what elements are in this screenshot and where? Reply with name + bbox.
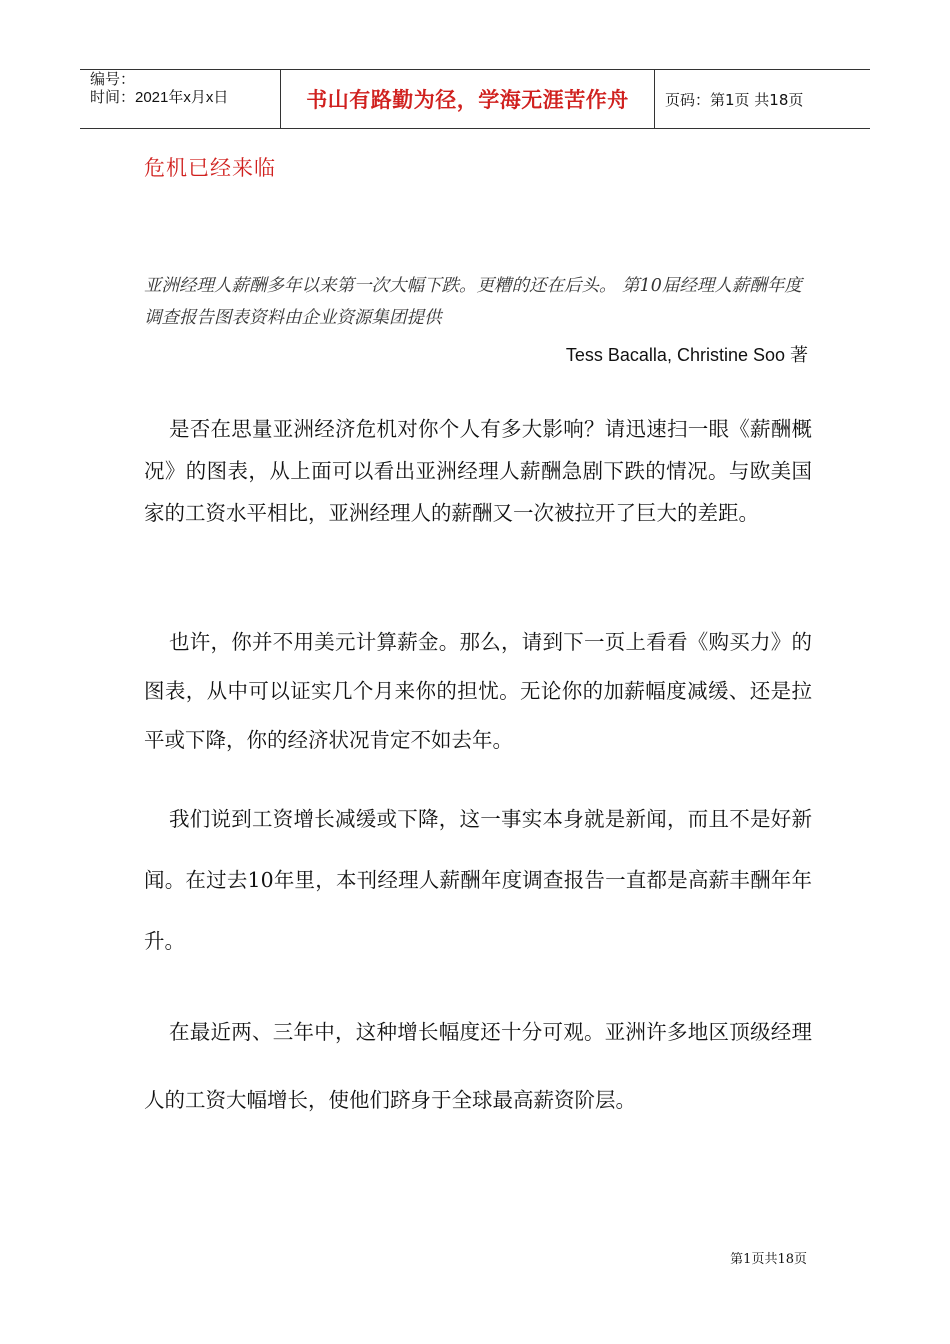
body-paragraph: 在最近两、三年中，这种增长幅度还十分可观。亚洲许多地区顶级经理人的工资大幅增长，使他们跻身于全球最高薪资阶层。 (144, 1020, 812, 1112)
body-paragraph: 是否在思量亚洲经济危机对你个人有多大影响？请迅速扫一眼《薪酬概况》的图表，从上面可以看出亚洲经理人薪酬急剧下跌的情况。与欧美国家的工资水平相比，亚洲经理人的薪酬又一次被拉开了巨大的差距。 (144, 417, 812, 525)
article-lead: 亚洲经理人薪酬多年以来第一次大幅下跌。更糟的还在后头。 第10届经理人薪酬年度调查报告图表资料由企业资源集团提供 (144, 276, 802, 328)
header-motto: 书山有路勤为径，学海无涯苦作舟 (306, 88, 629, 112)
document-date-label: 时间：2021年x月x日 (90, 89, 229, 106)
body-paragraph: 也许，你并不用美元计算薪金。那么，请到下一页上看看《购买力》的图表，从中可以证实几个月来你的担忧。无论你的加薪幅度减缓、还是拉平或下降，你的经济状况肯定不如去年。 (144, 630, 812, 752)
page-header (80, 69, 870, 129)
header-meta (90, 70, 280, 128)
article-authors: Tess Bacalla, Christine Soo 著 (565, 345, 808, 365)
header-divider (654, 70, 655, 128)
document-number-label: 编号： (90, 71, 136, 88)
article-title: 危机已经来临 (144, 156, 276, 180)
body-paragraph: 我们说到工资增长减缓或下降，这一事实本身就是新闻，而且不是好新闻。在过去10年里，本刊经理人薪酬年度调查报告一直都是高薪丰酬年年升。 (144, 807, 812, 953)
page-footer: 第1页共18页 (730, 1252, 807, 1267)
header-page-info: 页码：第1页 共18页 (665, 90, 804, 109)
